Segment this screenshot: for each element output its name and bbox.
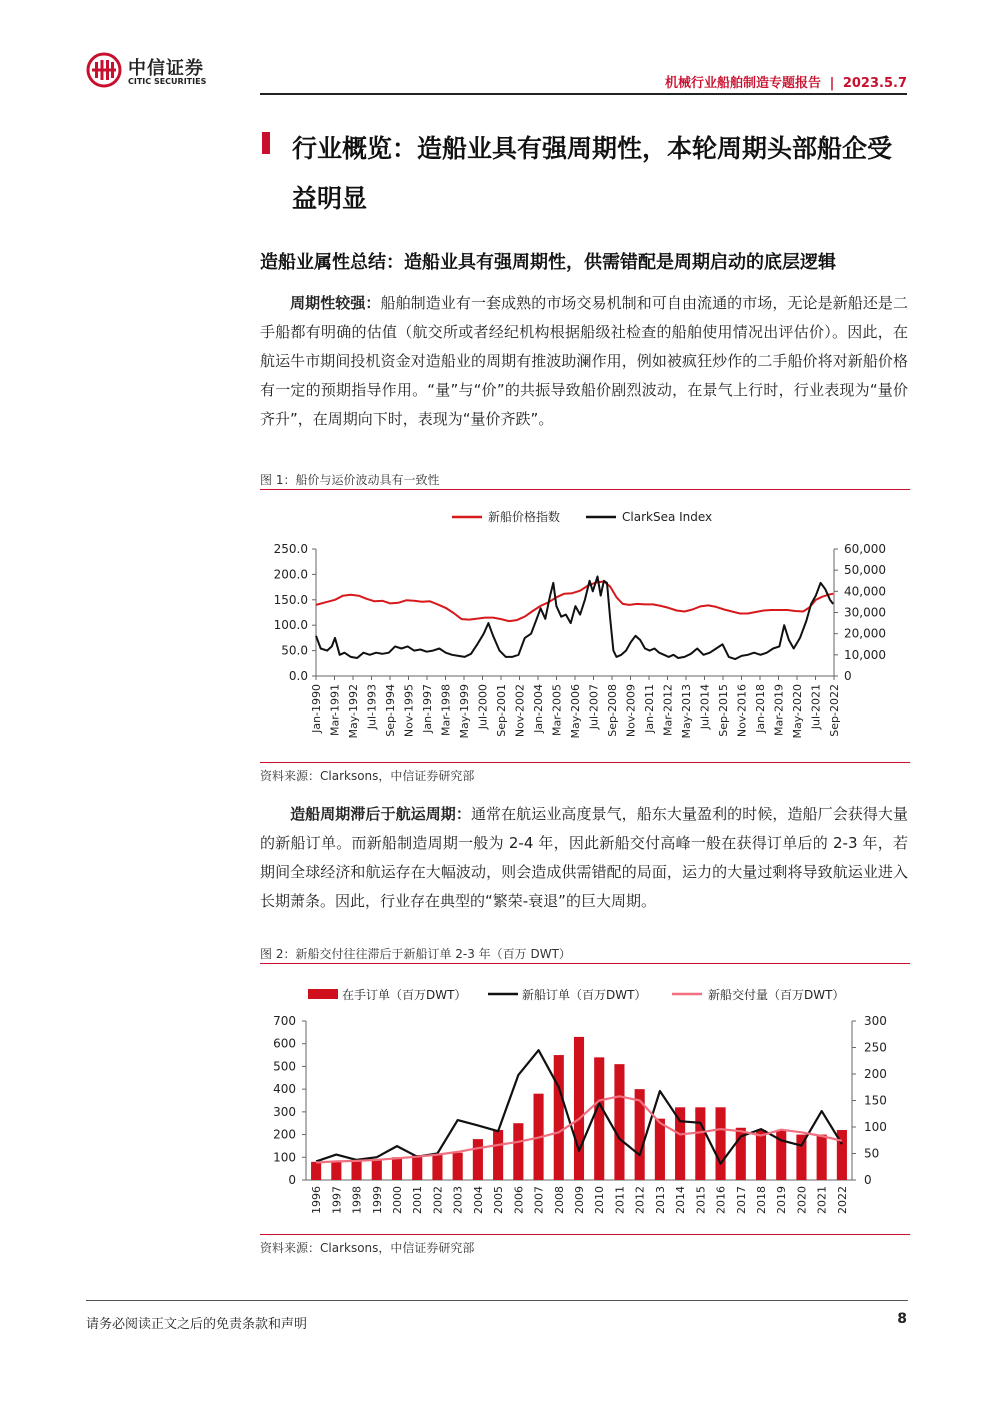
x-tick-label: Mar-1998 (439, 684, 453, 737)
report-title: 机械行业船舶制造专题报告 (665, 76, 822, 91)
x-tick-label: May-2020 (791, 684, 804, 739)
order-book-bar (756, 1130, 766, 1180)
header-rule (260, 93, 907, 95)
order-book-bar (817, 1135, 827, 1180)
footer-disclaimer: 请务必阅读正文之后的免责条款和声明 (86, 1317, 308, 1332)
x-tick-label: 2006 (512, 1186, 526, 1214)
paragraph-lead: 周期性较强： (290, 294, 381, 312)
paragraph-body: 船舶制造业有一套成熟的市场交易机制和可自由流通的市场，无论是新船还是二手船都有明确的估值（航交所或者经纪机构根据船级社检查的船舶使用情况出评估价）。因此，在航运牛市期间投机资金对造船业的周期有推波助澜作用，例如被疯狂炒作的二手船价将对新船价格有一定的预期指导作用。“量”与“价”的共振导致船价剧烈波动，在景气上行时，行业表现为“量价齐升”，在周期向下时，表现为“量价齐跌”。 (260, 294, 908, 428)
figure1-chart (260, 495, 910, 757)
order-book-bar (453, 1153, 463, 1180)
x-tick-label: 2003 (451, 1186, 465, 1214)
newbuild-price-line (316, 582, 833, 622)
x-tick-label: 2008 (552, 1186, 566, 1214)
section-marker (262, 132, 270, 154)
legend-swatch-order-book (308, 989, 338, 999)
y-left-tick-label: 600 (273, 1036, 296, 1051)
report-header (665, 72, 907, 91)
y-left-tick-label: 100 (273, 1150, 296, 1165)
order-book-bar (695, 1107, 705, 1180)
y-right-tick-label: 10,000 (844, 647, 886, 662)
order-book-bar (311, 1162, 321, 1180)
paragraph-lag (260, 800, 908, 916)
x-tick-label: Sep-2022 (828, 684, 841, 737)
x-tick-label: Jul-1993 (365, 684, 379, 730)
x-tick-label: 1996 (310, 1186, 324, 1214)
section-title: 行业概览：造船业具有强周期性，本轮周期头部船企受益明显 (292, 134, 893, 213)
paragraph-body: 通常在航运业高度景气，船东大量盈利的时候，造船厂会获得大量的新船订单。而新船制造周期一般为 2-4 年，因此新船交付高峰一般在获得订单后的 2-3 年，若期间全球经济和航运存在大幅波动，则会造成供需错配的局面，运力的大量过剩将导致航运业进入长期萧条。因此，行业存在典型的“繁荣-衰退”的巨大周期。 (260, 805, 908, 910)
y-right-tick-label: 30,000 (844, 605, 886, 620)
x-tick-label: Mar-2019 (772, 684, 786, 737)
y-right-tick-label: 250 (864, 1040, 887, 1055)
figure2-top-rule (260, 963, 910, 964)
x-tick-label: 2014 (674, 1186, 688, 1214)
citic-logo (86, 52, 226, 92)
x-tick-label: 1998 (350, 1186, 364, 1214)
x-tick-label: 2011 (613, 1186, 627, 1214)
x-tick-label: Nov-2002 (513, 684, 527, 738)
x-tick-label: Jul-2007 (587, 684, 601, 730)
order-book-bar (412, 1155, 422, 1180)
x-tick-label: 1997 (330, 1186, 344, 1214)
order-book-bar (574, 1037, 584, 1180)
x-tick-label: 2020 (795, 1186, 809, 1214)
citic-logo-icon (86, 52, 122, 88)
x-tick-label: 2021 (815, 1186, 829, 1214)
x-tick-label: Sep-2015 (717, 684, 730, 737)
legend-label-new-orders: 新船订单（百万DWT） (522, 988, 647, 1002)
x-tick-label: 2013 (653, 1186, 667, 1214)
y-left-tick-label: 100.0 (273, 618, 308, 633)
x-tick-label: Jul-2021 (809, 684, 823, 730)
order-book-bar (655, 1119, 665, 1180)
logo-cn-text: 中信证券 (128, 58, 204, 79)
x-tick-label: May-2013 (680, 684, 693, 739)
x-tick-label: Jul-2000 (476, 684, 490, 730)
figure1-source: 资料来源：Clarksons，中信证券研究部 (260, 769, 475, 783)
y-left-tick-label: 150.0 (273, 592, 308, 607)
x-tick-label: Sep-2008 (606, 684, 619, 737)
x-tick-label: Jan-2011 (643, 684, 656, 733)
x-tick-label: 2012 (633, 1186, 647, 1214)
figure2-bottom-rule (260, 1234, 910, 1235)
figure2-source: 资料来源：Clarksons，中信证券研究部 (260, 1241, 475, 1255)
x-tick-label: Mar-2012 (661, 684, 675, 737)
order-book-bar (716, 1107, 726, 1180)
legend-label-deliveries: 新船交付量（百万DWT） (708, 988, 845, 1002)
y-right-tick-label: 0 (864, 1173, 872, 1187)
x-tick-label: Sep-1994 (384, 684, 397, 737)
y-left-tick-label: 300 (273, 1104, 296, 1119)
x-tick-label: 2022 (835, 1186, 849, 1214)
order-book-bar (675, 1107, 685, 1180)
x-tick-label: 2015 (694, 1186, 708, 1214)
x-tick-label: May-1992 (347, 684, 360, 739)
x-tick-label: 2004 (471, 1186, 485, 1214)
x-tick-label: 2002 (431, 1186, 445, 1214)
order-book-bar (392, 1157, 402, 1180)
figure1-bottom-rule (260, 762, 910, 763)
legend-label-order-book: 在手订单（百万DWT） (342, 988, 467, 1002)
order-book-bar (372, 1160, 382, 1180)
x-tick-label: Sep-2001 (495, 684, 508, 737)
x-tick-label: Mar-1991 (328, 684, 342, 737)
x-tick-label: Jan-1990 (310, 684, 323, 733)
x-tick-label: 2000 (391, 1186, 404, 1214)
x-tick-label: Mar-2005 (550, 684, 564, 737)
y-left-tick-label: 50.0 (281, 643, 308, 658)
figure2-title: 图 2：新船交付往往滞后于新船订单 2-3 年（百万 DWT） (260, 947, 571, 961)
report-date: 2023.5.7 (842, 76, 907, 91)
paragraph-lead: 造船周期滞后于航运周期： (290, 805, 471, 823)
y-right-tick-label: 20,000 (844, 626, 886, 641)
legend-label-clarksea: ClarkSea Index (622, 510, 713, 524)
x-tick-label: May-1999 (458, 684, 471, 739)
x-tick-label: May-2006 (569, 684, 582, 739)
y-left-tick-label: 0.0 (288, 669, 308, 683)
header-separator: | (829, 76, 835, 91)
y-left-tick-label: 400 (273, 1082, 296, 1097)
order-book-bar (352, 1160, 362, 1180)
order-book-bar (513, 1123, 523, 1180)
order-book-bar (614, 1064, 624, 1180)
y-left-tick-label: 250.0 (273, 542, 308, 556)
x-tick-label: Jul-2014 (698, 684, 712, 730)
footer-rule (86, 1300, 908, 1301)
x-tick-label: 2016 (714, 1186, 728, 1214)
figure2-chart (260, 975, 910, 1227)
logo-en-text: CITIC SECURITIES (128, 77, 207, 86)
order-book-bar (473, 1139, 483, 1180)
x-tick-label: 1999 (370, 1186, 384, 1214)
y-right-tick-label: 60,000 (844, 542, 886, 556)
y-left-tick-label: 0 (288, 1173, 296, 1187)
x-tick-label: Nov-2016 (735, 684, 749, 738)
y-right-tick-label: 40,000 (844, 584, 886, 599)
y-right-tick-label: 200 (864, 1067, 887, 1081)
y-right-tick-label: 300 (864, 1014, 887, 1028)
page-number: 8 (897, 1311, 907, 1327)
x-tick-label: Jan-2018 (754, 684, 767, 733)
clarksea-line (316, 577, 833, 660)
order-book-bar (554, 1055, 564, 1180)
x-tick-label: 2009 (573, 1186, 586, 1214)
x-tick-label: Nov-1995 (402, 684, 416, 738)
y-left-tick-label: 200.0 (273, 567, 308, 582)
order-book-bar (493, 1130, 503, 1180)
x-tick-label: 2001 (411, 1186, 425, 1214)
x-tick-label: 2005 (492, 1186, 506, 1214)
x-tick-label: 2017 (734, 1186, 748, 1214)
figure1-title: 图 1：船价与运价波动具有一致性 (260, 473, 440, 487)
x-tick-label: 2018 (755, 1186, 768, 1214)
y-right-tick-label: 100 (864, 1120, 887, 1134)
order-book-bar (331, 1162, 341, 1180)
y-right-tick-label: 0 (844, 669, 852, 683)
x-tick-label: 2010 (593, 1186, 607, 1214)
legend-label-price: 新船价格指数 (488, 510, 561, 524)
y-left-tick-label: 200 (273, 1127, 296, 1142)
y-right-tick-label: 150 (864, 1093, 887, 1108)
x-tick-label: Jan-2004 (532, 684, 545, 733)
figure1-top-rule (260, 489, 910, 490)
order-book-bar (594, 1057, 604, 1180)
y-right-tick-label: 50 (864, 1146, 880, 1161)
paragraph-cyclicality (260, 289, 908, 434)
y-left-tick-label: 700 (273, 1014, 296, 1028)
x-tick-label: Jan-1997 (421, 684, 434, 733)
order-book-bar (432, 1155, 442, 1180)
x-tick-label: 2007 (532, 1186, 546, 1214)
x-tick-label: Nov-2009 (624, 684, 638, 738)
y-left-tick-label: 500 (273, 1059, 296, 1074)
y-right-tick-label: 50,000 (844, 563, 886, 578)
x-tick-label: 2019 (775, 1186, 789, 1214)
section-subtitle: 造船业属性总结：造船业具有强周期性，供需错配是周期启动的底层逻辑 (260, 252, 836, 273)
